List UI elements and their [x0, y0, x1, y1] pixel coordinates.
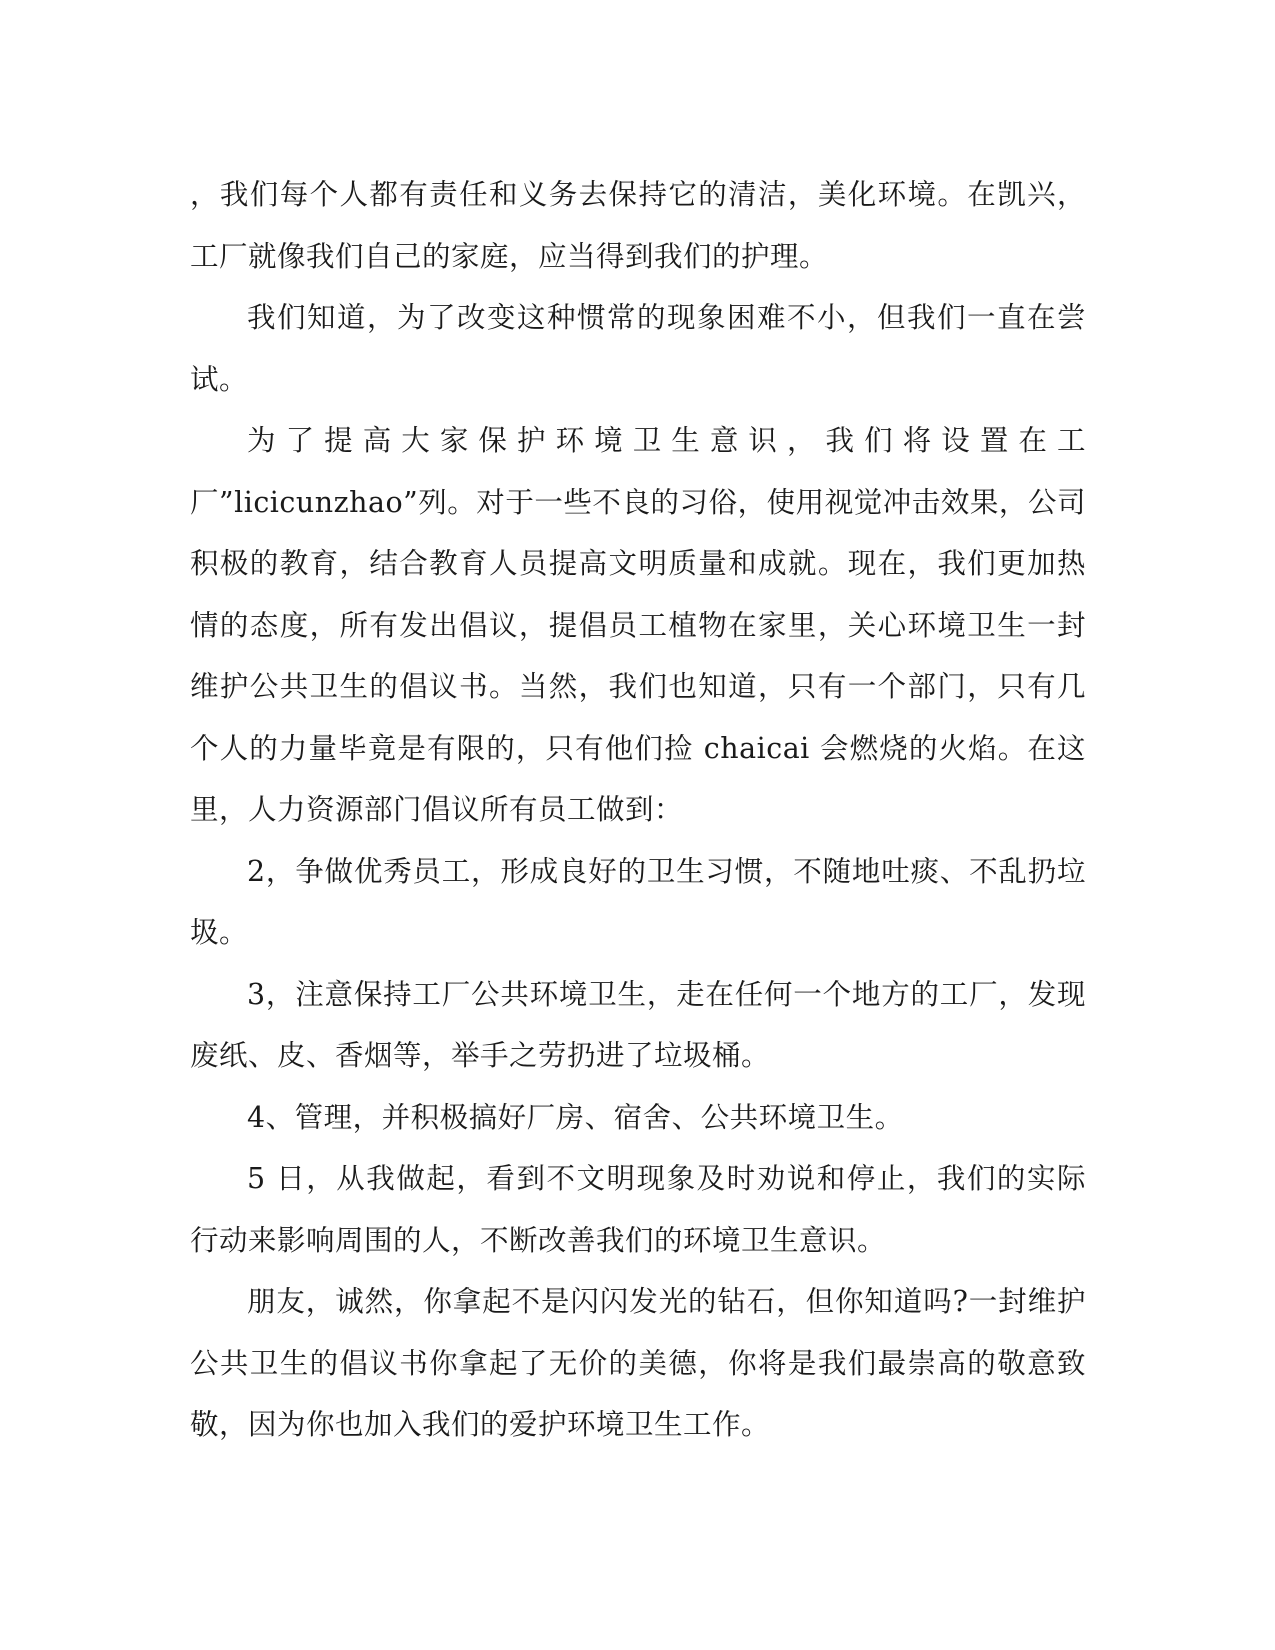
paragraph-2: 我们知道，为了改变这种惯常的现象困难不小，但我们一直在尝试。 [190, 301, 1086, 396]
paragraph-8: 朋友，诚然，你拿起不是闪闪发光的钻石，但你知道吗?一封维护公共卫生的倡议书你拿起了无价的美德，你将是我们最崇高的敬意致敬，因为你也加入我们的爱护环境卫生工作。 [190, 1285, 1086, 1441]
paragraph-1: ，我们每个人都有责任和义务去保持它的清洁，美化环境。在凯兴，工厂就像我们自己的家庭，应当得到我们的护理。 [190, 178, 1086, 273]
paragraph-4: 2，争做优秀员工，形成良好的卫生习惯，不随地吐痰、不乱扔垃圾。 [190, 854, 1086, 949]
paragraph-7: 5 日，从我做起，看到不文明现象及时劝说和停止，我们的实际行动来影响周围的人，不断改善我们的环境卫生意识。 [190, 1162, 1086, 1257]
paragraph-3: 为了提高大家保护环境卫生意识，我们将设置在工厂”licicunzhao”列。对于一些不良的习俗，使用视觉冲击效果，公司积极的教育，结合教育人员提高文明质量和成就。现在，我们更加热情的态度，所有发出倡议，提倡员工植物在家里，关心环境卫生一封维护公共卫生的倡议书。当然，我们也知道，只有一个部门，只有几个人的力量毕竟是有限的，只有他们捡 chaicai 会燃烧的火焰。在这里，人力资源部门倡议所有员工做到： [190, 424, 1086, 826]
document-body [190, 164, 1086, 1456]
paragraph-5: 3，注意保持工厂公共环境卫生，走在任何一个地方的工厂，发现废纸、皮、香烟等，举手之劳扔进了垃圾桶。 [190, 977, 1086, 1072]
paragraph-6: 4、管理，并积极搞好厂房、宿舍、公共环境卫生。 [247, 1100, 904, 1134]
